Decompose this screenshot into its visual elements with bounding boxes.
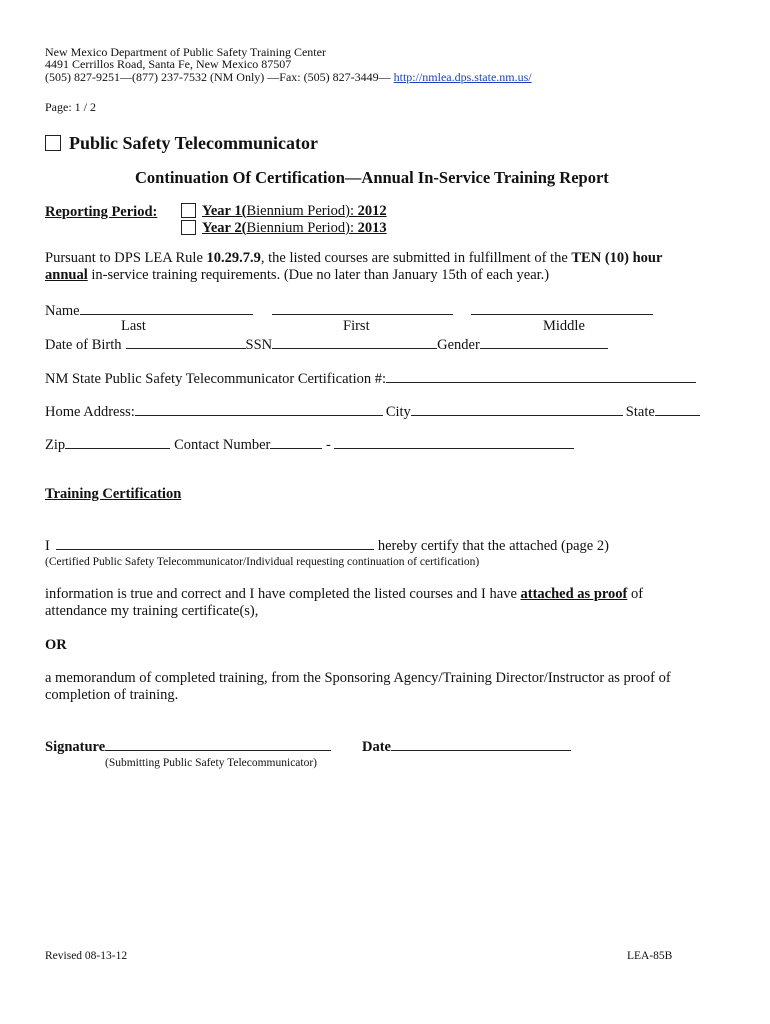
org-name: New Mexico Department of Public Safety Training Center — [45, 45, 326, 59]
first-label: First — [343, 318, 370, 334]
info-text-2: of — [627, 586, 644, 602]
form-subtitle: Continuation Of Certification—Annual In-Service Training Report — [135, 168, 609, 187]
memo-line2: completion of training. — [45, 687, 179, 703]
rule-text-3: in-service training requirements. (Due no later than January 15th of each year.) — [87, 267, 550, 283]
zip-row — [45, 435, 574, 454]
date-row — [362, 737, 571, 756]
or-label: OR — [45, 637, 67, 653]
state-field[interactable] — [655, 402, 700, 416]
reporting-year1-row — [181, 203, 387, 220]
rule-paragraph-line2 — [45, 267, 549, 284]
city-field[interactable] — [411, 402, 623, 416]
cert-number-field[interactable] — [386, 369, 696, 383]
dob-row — [45, 335, 608, 354]
certify-row — [45, 536, 609, 555]
dob-field[interactable] — [126, 335, 246, 349]
year1-period: Biennium Period): — [246, 203, 358, 219]
home-address-label: Home Address: — [45, 404, 135, 420]
address-row — [45, 402, 700, 421]
page-indicator: Page: 1 / 2 — [45, 100, 96, 114]
rule-paragraph-line1 — [45, 250, 662, 267]
last-name-field[interactable] — [80, 301, 253, 315]
home-address-field[interactable] — [135, 402, 383, 416]
cert-number-label: NM State Public Safety Telecommunicator Certification #: — [45, 371, 386, 387]
contact-number-label: Contact Number — [174, 437, 271, 453]
year2-label: Year 2( — [202, 220, 247, 236]
last-label: Last — [121, 318, 146, 334]
form-id: LEA-85B — [627, 950, 673, 962]
rule-text-1: Pursuant to DPS LEA Rule — [45, 250, 207, 266]
telecommunicator-checkbox[interactable] — [45, 135, 61, 151]
cert-row — [45, 369, 696, 388]
rule-annual: annual — [45, 267, 88, 283]
name-label: Name — [45, 303, 80, 319]
org-contact-line — [45, 71, 532, 83]
city-label: City — [385, 404, 411, 420]
zip-field[interactable] — [65, 435, 170, 449]
org-address: 4491 Cerrillos Road, Santa Fe, New Mexico 87507 — [45, 57, 292, 71]
training-cert-heading: Training Certification — [45, 486, 182, 502]
rule-text-2: , the listed courses are submitted in fulfillment of the — [260, 250, 572, 266]
year1-value: 2012 — [357, 203, 387, 219]
reporting-year2-row — [181, 220, 387, 237]
year2-value: 2013 — [357, 220, 387, 236]
middle-label: Middle — [543, 318, 585, 334]
memo-line1: a memorandum of completed training, from the Sponsoring Agency/Training Director/Instructor as proof of — [45, 670, 671, 686]
middle-name-field[interactable] — [471, 301, 653, 315]
ssn-field[interactable] — [272, 335, 437, 349]
contact-number-field[interactable] — [334, 435, 574, 449]
info-line2: attendance my training certificate(s), — [45, 603, 259, 619]
contact-area-code-field[interactable] — [270, 435, 322, 449]
org-phones: (505) 827-9251—(877) 237-7532 (NM Only) —Fax: (505) 827-3449— — [45, 70, 394, 84]
title-row — [45, 133, 318, 154]
attached-as-proof: attached as proof — [520, 586, 628, 602]
reporting-period-label: Reporting Period: — [45, 204, 158, 220]
year2-checkbox[interactable] — [181, 220, 196, 235]
year1-label: Year 1( — [202, 203, 247, 219]
signature-note: (Submitting Public Safety Telecommunicator) — [105, 757, 318, 769]
certify-i-label: I — [45, 538, 50, 554]
contact-dash: - — [322, 437, 335, 453]
year1-checkbox[interactable] — [181, 203, 196, 218]
signature-row — [45, 737, 331, 756]
revised-date: Revised 08-13-12 — [45, 950, 128, 962]
date-field[interactable] — [391, 737, 571, 751]
certifier-name-field[interactable] — [56, 536, 374, 550]
dob-label: Date of Birth — [45, 337, 122, 353]
org-website-link[interactable]: http://nmlea.dps.state.nm.us/ — [393, 70, 532, 84]
year2-period: Biennium Period): — [246, 220, 358, 236]
signature-field[interactable] — [105, 737, 331, 751]
gender-label: Gender — [437, 337, 480, 353]
info-text-1: information is true and correct and I have completed the listed courses and I have — [45, 586, 521, 602]
certify-text: hereby certify that the attached (page 2) — [377, 538, 609, 554]
state-label: State — [625, 404, 655, 420]
rule-number: 10.29.7.9 — [206, 250, 261, 266]
ssn-label: SSN — [245, 337, 273, 353]
gender-field[interactable] — [480, 335, 608, 349]
info-line1 — [45, 586, 643, 603]
signature-label: Signature — [45, 739, 106, 755]
form-title: Public Safety Telecommunicator — [69, 133, 318, 153]
zip-label: Zip — [45, 437, 66, 453]
first-name-field[interactable] — [272, 301, 453, 315]
date-label: Date — [362, 739, 391, 755]
rule-hours: TEN (10) hour — [571, 250, 663, 266]
certifier-note: (Certified Public Safety Telecommunicator/Individual requesting continuation of certification) — [45, 556, 480, 568]
